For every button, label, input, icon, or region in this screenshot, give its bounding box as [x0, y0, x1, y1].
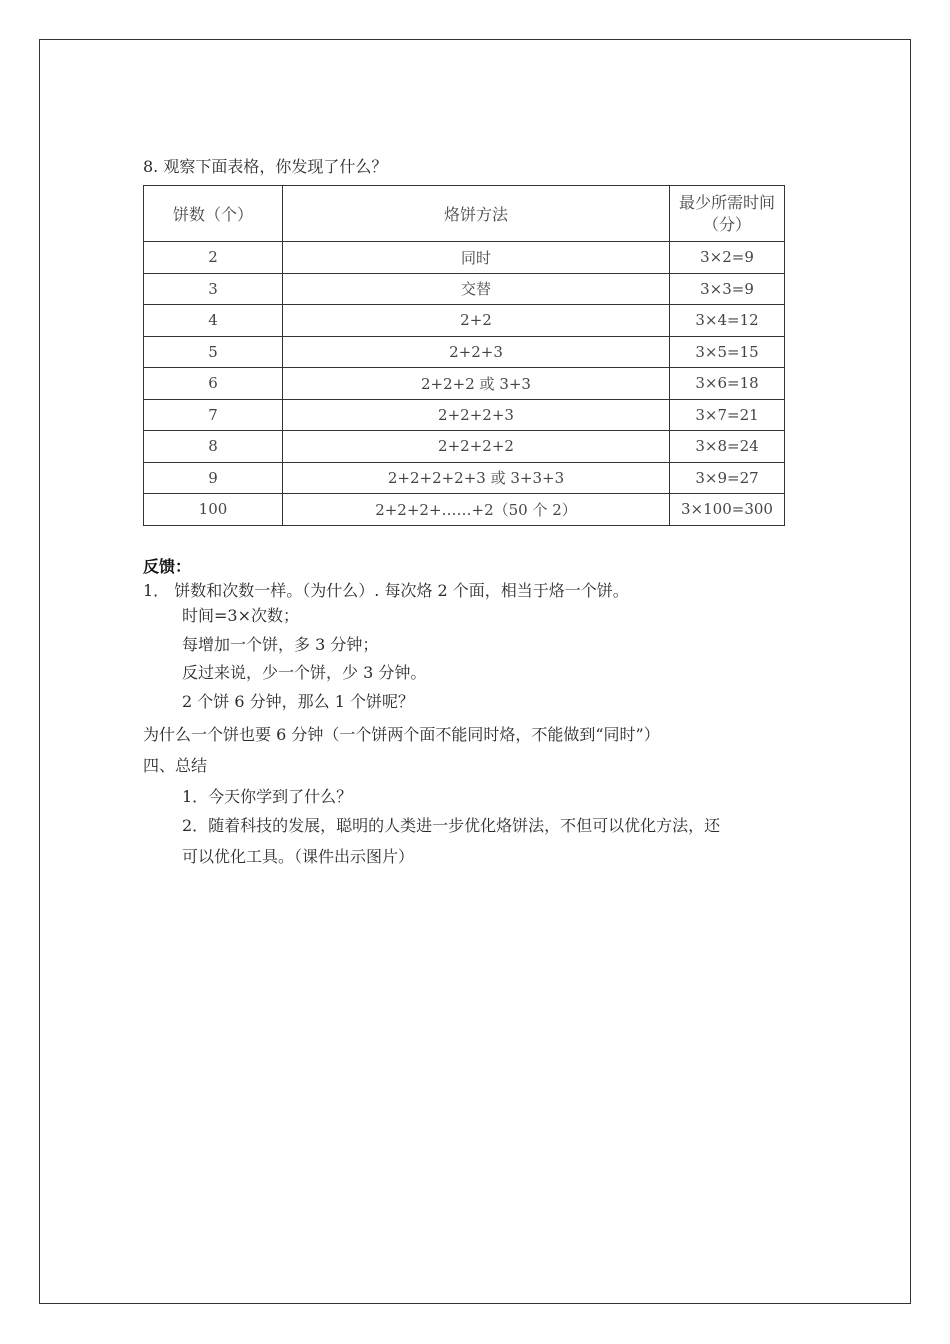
cell-method: 2+2+2 或 3+3 [283, 368, 670, 400]
header-count: 饼数（个） [144, 186, 283, 242]
cell-method: 同时 [283, 242, 670, 274]
cell-time: 3×2=9 [670, 242, 785, 274]
cell-count: 8 [144, 431, 283, 463]
cell-method: 2+2+3 [283, 336, 670, 368]
cell-method: 交替 [283, 273, 670, 305]
header-time [670, 186, 785, 242]
header-time-line2: （分） [702, 214, 751, 234]
cell-count: 3 [144, 273, 283, 305]
table-header-row [144, 186, 785, 242]
table-row [144, 305, 785, 337]
summary-item: 可以优化工具。（课件出示图片） [182, 847, 415, 866]
table-row [144, 462, 785, 494]
feedback-line: 时间=3×次数； [182, 606, 299, 625]
feedback-line: 每增加一个饼，多 3 分钟； [182, 635, 379, 654]
table-row [144, 273, 785, 305]
cell-time: 3×4=12 [670, 305, 785, 337]
cell-time: 3×9=27 [670, 462, 785, 494]
cell-method: 2+2+2+2+3 或 3+3+3 [283, 462, 670, 494]
cell-time: 3×8=24 [670, 431, 785, 463]
feedback-line: 为什么一个饼也要 6 分钟（一个饼两个面不能同时烙，不能做到“同时”） [143, 725, 660, 744]
summary-item: 1．今天你学到了什么？ [182, 787, 353, 806]
table-row [144, 368, 785, 400]
cell-time: 3×3=9 [670, 273, 785, 305]
cell-time: 3×6=18 [670, 368, 785, 400]
cell-method: 2+2+2+……+2（50 个 2） [283, 494, 670, 526]
cell-count: 100 [144, 494, 283, 526]
table-row [144, 494, 785, 526]
table-row [144, 336, 785, 368]
cell-time: 3×5=15 [670, 336, 785, 368]
header-time-line1: 最少所需时间 [678, 192, 775, 212]
cell-count: 5 [144, 336, 283, 368]
feedback-line: 反过来说，少一个饼，少 3 分钟。 [182, 663, 427, 682]
feedback-heading: 反馈： [143, 557, 192, 576]
cell-method: 2+2 [283, 305, 670, 337]
cell-method: 2+2+2+2 [283, 431, 670, 463]
header-method: 烙饼方法 [283, 186, 670, 242]
cell-count: 4 [144, 305, 283, 337]
question-text: 8. 观察下面表格，你发现了什么？ [143, 157, 388, 176]
feedback-line: 1． 饼数和次数一样。（为什么）. 每次烙 2 个面，相当于烙一个饼。 [143, 581, 629, 600]
feedback-line: 2 个饼 6 分钟，那么 1 个饼呢？ [182, 692, 414, 711]
cell-time: 3×100=300 [670, 494, 785, 526]
cell-count: 9 [144, 462, 283, 494]
cell-count: 6 [144, 368, 283, 400]
summary-item: 2．随着科技的发展，聪明的人类进一步优化烙饼法，不但可以优化方法，还 [182, 816, 721, 835]
cell-method: 2+2+2+3 [283, 399, 670, 431]
cell-count: 7 [144, 399, 283, 431]
table-row [144, 399, 785, 431]
cell-time: 3×7=21 [670, 399, 785, 431]
pancake-table [143, 185, 785, 526]
summary-heading: 四、总结 [143, 756, 208, 775]
cell-count: 2 [144, 242, 283, 274]
table-row [144, 431, 785, 463]
table-row [144, 242, 785, 274]
